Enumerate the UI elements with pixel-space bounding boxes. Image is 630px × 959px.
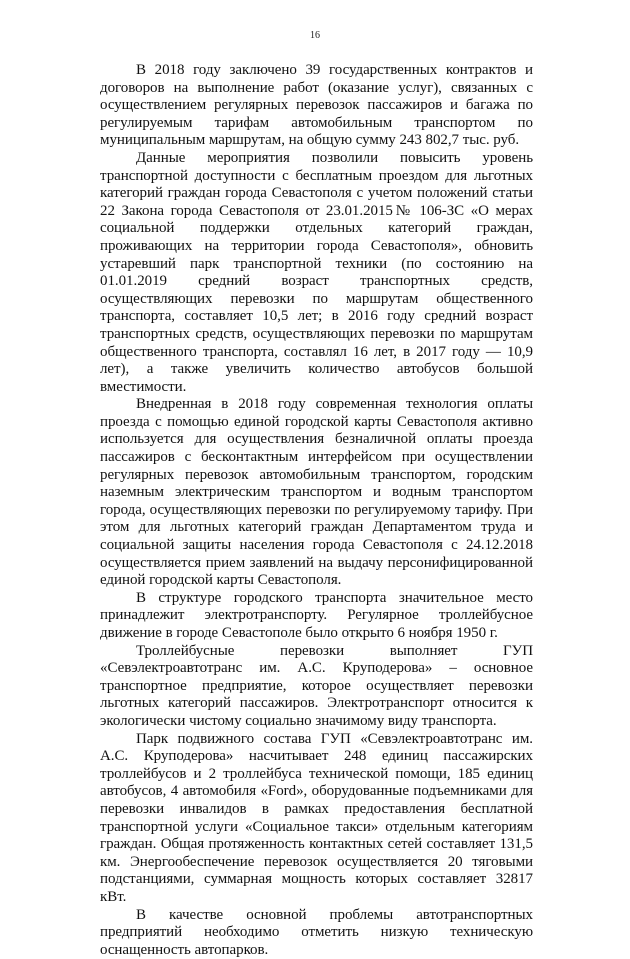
paragraph-city-card: Внедренная в 2018 году современная технология оплаты проезда с помощью единой городской карты Севастополя активно используется для осуществления безналичной оплаты проезда пассажиров с бесконтактным интерфейсом при осуществлении регулярных перевозок автомобильным транспортом, городским наземным электрическим транспортом и водным транспортом города, осуществляющих перевозки по регулируемому тарифу. При этом для льготных категорий граждан Департаментом труда и социальной защиты населения города Севастополя с 24.12.2018 осуществляется прием заявлений на выдачу персонифицированной единой городской карты Севастополя. [100, 396, 533, 590]
paragraph-contracts: В 2018 году заключено 39 государственных контрактов и договоров на выполнение работ (оказание услуг), связанных с осуществлением регулярных перевозок пассажиров и багажа по регулируемым тарифам автомобильным транспортом по муниципальным маршрутам, на общую сумму 243 802,7 тыс. руб. [100, 62, 533, 150]
paragraph-transport-accessibility: Данные мероприятия позволили повысить уровень транспортной доступности с бесплатным проездом для льготных категорий граждан города Севастополя с учетом положений статьи 22 Закона города Севастополя от 23.01.2015№ 106-ЗС «О мерах социальной поддержки отдельных категорий граждан, проживающих на территории города Севастополя», обновить устаревший парк транспортной техники (по состоянию на 01.01.2019 средний возраст транспортных средств, осуществляющих перевозки по маршрутам общественного транспорта, составляет 10,5 лет; в 2016 году средний возраст транспортных средств, осуществляющих перевозки по маршрутам общественного транспорта, составлял 16 лет, в 2017 году — 10,9 лет), а также увеличить количество автобусов большой вместимости. [100, 150, 533, 396]
paragraph-trolleybus-operator: Троллейбусные перевозки выполняет ГУП «Севэлектроавтотранс им. А.С. Круподерова» – основное транспортное предприятие, которое осуществляет перевозки льготных категорий пассажиров. Электротранспорт относится к экологически чистому социально значимому виду транспорта. [100, 643, 533, 731]
paragraph-electric-transport: В структуре городского транспорта значительное место принадлежит электротранспорту. Регулярное троллейбусное движение в городе Севастополе было открыто 6 ноября 1950 г. [100, 590, 533, 643]
paragraph-main-problem: В качестве основной проблемы автотранспортных предприятий необходимо отметить низкую техническую оснащенность автопарков. [100, 907, 533, 959]
document-body [100, 62, 533, 959]
page-number: 16 [0, 30, 630, 41]
paragraph-rolling-stock: Парк подвижного состава ГУП «Севэлектроавтотранс им. А.С. Круподерова» насчитывает 248 единиц пассажирских троллейбусов и 2 троллейбуса технической помощи, 185 единиц автобусов, 4 автомобиля «Ford», оборудованные подъемниками для перевозки инвалидов в рамках предоставления бесплатной транспортной услуги «Социальное такси» отдельным категориям граждан. Общая протяженность контактных сетей составляет 131,5 км. Энергообеспечение перевозок осуществляется 20 тяговыми подстанциями, суммарная мощность которых составляет 32817 кВт. [100, 731, 533, 907]
